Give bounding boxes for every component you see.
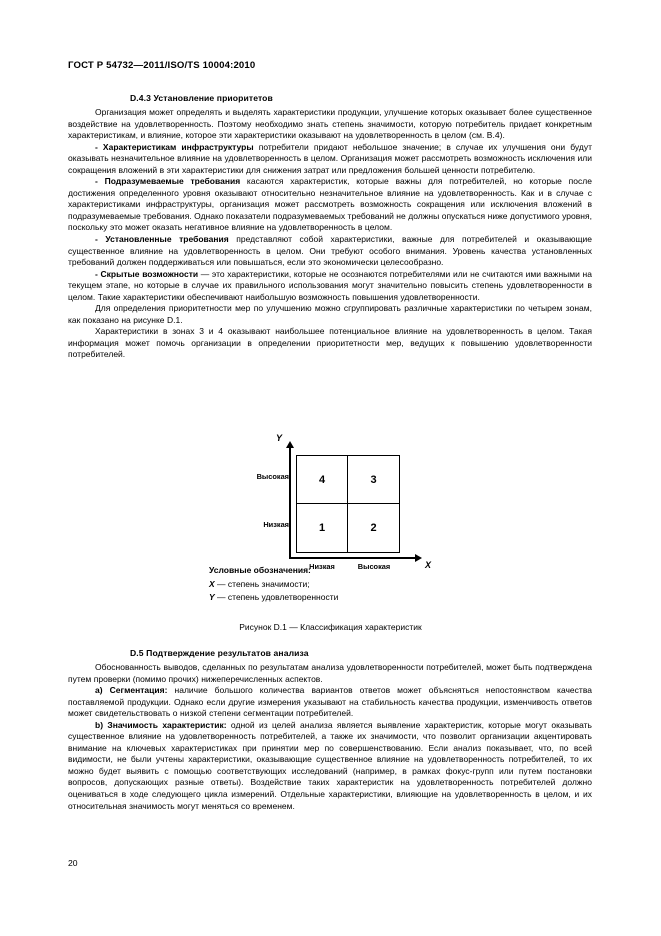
y-axis-line [289,448,291,559]
figure-d1-legend [209,564,539,605]
legend-line-y [209,591,539,605]
figure-d1-caption: Рисунок D.1 — Классификация характеристик [239,622,422,632]
paragraph-lead-label: a) Сегментация: [95,685,168,696]
quadrant-bottom-left: 1 [297,504,348,552]
y-axis-arrow-icon [286,441,294,448]
legend-symbol-y: Y [209,592,215,602]
legend-title: Условные обозначения: [209,565,311,575]
paragraph-lead-label: b) Значимость характеристик: [95,719,227,730]
quadrant-top-left: 4 [297,456,348,504]
section-d5-heading: D.5 Подтверждение результатов анализа [130,648,309,658]
y-axis-label: Y [276,433,283,443]
document-header-standard-ref: ГОСТ Р 54732—2011/ISO/TS 10004:2010 [68,60,256,71]
paragraph-d43-infrastructure: - Характеристикам инфраструктуры потребители придают небольшое значение; в случае их улучшения они будут оказывать незначительное влияние на удовлетворенность в целом. Организация может рассмотреть возможность исключения или сокращения вложений в эти характеристики для снижения затрат или предложения большей ценности потребителю. [68,141,592,175]
quadrant-bottom-right: 2 [370,522,377,534]
x-axis-line [289,557,419,559]
section-d43-heading: D.4.3 Установление приоритетов [130,93,273,103]
figure-d1-chart [245,433,432,571]
paragraph-d43-zones: Характеристики в зонах 3 и 4 оказывают наибольшее потенциальное влияние на удовлетворенность в целом. Такая информация может помочь организации в определении приоритетности мер, ведущих к повышению удовлетворенности потребителей. [68,326,592,360]
section-d43 [68,93,592,361]
y-tick-low: Низкая [263,520,289,529]
legend-line-x [209,578,539,592]
paragraph-d5-item-b-characteristic-significance: b) Значимость характеристик: одной из целей анализа является выявление характеристик, которые могут оказывать существенное влияние на удовлетворенность потребителей, а также их значимости, что позволит организации акцентировать внимание на ключевых характеристиках при принятии мер по совершенствованию. Если анализ показывает, что, по всей видимости, не были учтены характеристики, оказывающие существенное влияние на удовлетворенность потребителей, то их можно будет выявить с помощью соответствующих исследований (например, в рамках фокус-групп или путем постановки вопросов, допускающих разные ответы). Воздействие таких характеристик на удовлетворенность потребителей должно оцениваться в ходе следующего цикла измерений. Отдельные характеристики, влияющие на удовлетворенность в целом, и их относительная значимость могут меняться со временем. [68,719,592,811]
paragraph-d43-intro: Организация может определять и выделять характеристики продукции, улучшение которых оказывает более существенное воздействие на удовлетворенность. Поэтому необходимо знать степень значимости, которую потребитель придает конкретным характеристикам, и влияние, которое эти характеристики оказывают на удовлетворенность в целом (см. В.4). [68,107,592,141]
quadrant-top-right: 3 [348,456,399,504]
legend-text-y: — степень удовлетворенности [214,592,339,602]
paragraph-d5-item-a-segmentation: a) Сегментация: наличие большого количества вариантов ответов может объясняться непостоянством качества поставляемой продукции. Однако если другие измерения указывают на стабильность качества продукции, изменчивость ответов может свидетельствовать о низкой степени сегментации потребителей. [68,685,592,719]
paragraph-lead-label: - Скрытые возможности [95,268,199,279]
legend-symbol-x: X [209,578,215,589]
x-tick-low: Низкая [309,562,335,571]
quadrant-matrix [296,455,400,553]
x-axis-label: X [425,560,432,570]
paragraph-d43-latent-opportunities: - Скрытые возможности — это характеристики, которые не осознаются потребителями или не считаются ими важными на текущем этапе, но которые в случае их правильного использования могут значительно повысить степень удовлетворенности в целом. Такие характеристики обеспечивают наибольшую возможность повышения удовлетворенности. [68,268,592,302]
page-number: 20 [68,858,78,868]
figure-d1 [0,432,661,642]
section-d5 [68,648,592,812]
paragraph-d43-stated-requirements: - Установленные требования представляют собой характеристики, важные для потребителей и оказывающие существенное влияние на удовлетворенность в целом. Они требуют особого внимания. Уровень качества установленных требований должен поддерживаться или повышаться, если это экономически целесообразно. [68,234,592,268]
paragraph-d43-implied-requirements: - Подразумеваемые требования касаются характеристик, которые важны для потребителей, но которые после достижения определенного уровня оказывают относительно незначительное влияние на удовлетворенность. Как и в случае с характеристиками инфраструктуры, организация может рассмотреть возможность сокращения или исключения вложений в подразумеваемые требования. Однако показатели подразумеваемых требований не должны опускаться ниже допустимого уровня, поскольку это может оказать негативное влияние на удовлетворенность в целом. [68,176,592,233]
paragraph-d5-intro: Обоснованность выводов, сделанных по результатам анализа удовлетворенности потребителей, может быть подтверждена путем проверки (помимо прочих) нижеперечисленных аспектов. [68,662,592,684]
paragraph-lead-label: - Установленные требования [95,234,229,245]
x-axis-arrow-icon [415,554,422,562]
paragraph-lead-label: - Подразумеваемые требования [95,176,241,187]
paragraph-d43-grouping: Для определения приоритетности мер по улучшению можно сгруппировать различные характеристики по четырем зонам, как показано на рисунке D.1. [68,303,592,325]
x-tick-high: Высокая [357,562,391,571]
legend-text-x: — степень значимости; [214,578,310,589]
paragraph-lead-label: - Характеристикам инфраструктуры [95,141,254,152]
y-tick-high: Высокая [256,472,289,481]
